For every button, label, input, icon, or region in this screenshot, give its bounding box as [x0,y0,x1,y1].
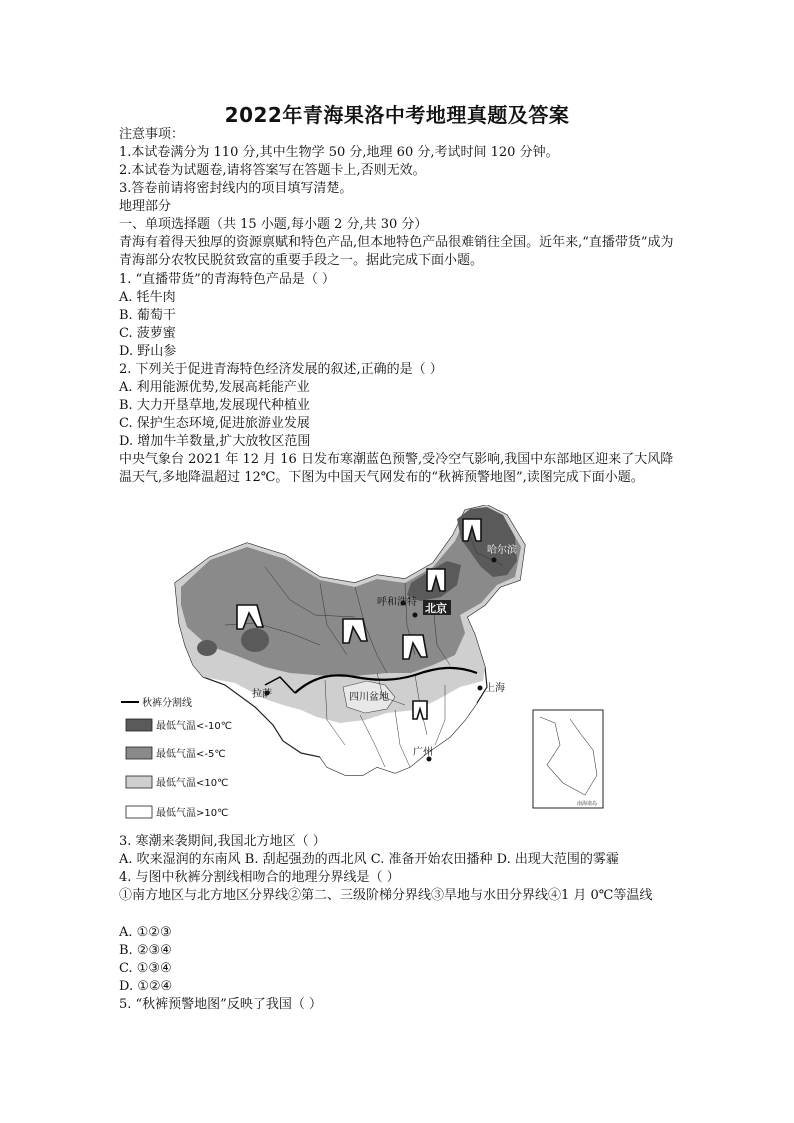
legend-label-2: 最低气温<-5℃ [156,749,226,760]
city-hohhot: 呼和浩特 [377,597,417,608]
q2-option-d: D. 增加牛羊数量,扩大放牧区范围 [119,434,311,449]
label-sichuan-basin: 四川盆地 [349,692,389,703]
legend-swatch-1 [126,719,152,731]
q1-option-b: B. 葡萄干 [119,308,176,323]
q4-option-c: C. ①③④ [119,961,172,976]
question-4: 4. 与图中秋裤分割线相吻合的地理分界线是（ ） [119,870,400,885]
legend-swatch-2 [126,747,152,759]
intro-paragraph-2: 中央气象台 2021 年 12 月 16 日发布寒潮蓝色预警,受冷空气影响,我国中东部地区迎来了大风降温天气,多地降温超过 12℃。下图为中国天气网发布的“秋裤预警地图”,读图完成下面小题。 [119,452,674,485]
city-harbin: 哈尔滨 [487,545,517,556]
question-1: 1. “直播带货”的青海特色产品是（ ） [119,272,335,287]
q1-option-c: C. 菠萝蜜 [119,326,176,341]
q1-option-d: D. 野山参 [119,344,177,359]
note-1: 1.本试卷满分为 110 分,其中生物学 50 分,地理 60 分,考试时间 120 分钟。 [119,145,559,160]
q2-option-a: A. 利用能源优势,发展高耗能产业 [119,380,310,395]
question-3: 3. 寒潮来袭期间,我国北方地区（ ） [119,834,326,849]
section-heading: 一、单项选择题（共 15 小题,每小题 2 分,共 30 分） [119,217,428,232]
cold-wave-map [115,505,685,827]
q4-option-d: D. ①②④ [119,979,173,994]
zone-darkest-tibet-2 [241,628,269,652]
q2-option-b: B. 大力开垦草地,发展现代种植业 [119,398,310,413]
city-guangzhou: 广州 [413,747,433,758]
legend-swatch-4 [126,806,152,818]
q2-option-c: C. 保护生态环境,促进旅游业发展 [119,416,310,431]
q4-option-a: A. ①②③ [119,925,172,940]
legend-swatch-3 [126,776,152,788]
zone-darkest-tibet-1 [197,640,217,656]
page-title: 2022年青海果洛中考地理真题及答案 [224,103,570,127]
city-shanghai: 上海 [485,683,505,694]
inset-label: 南海诸岛 [577,801,598,807]
legend-label-1: 最低气温<-10℃ [156,721,232,732]
city-lhasa: 拉萨 [252,689,272,700]
legend-label-4: 最低气温>10℃ [156,808,229,819]
city-beijing: 北京 [425,602,447,615]
legend-label-3: 最低气温<10℃ [156,778,229,789]
q1-option-a: A. 牦牛肉 [119,290,176,305]
question-5: 5. “秋裤预警地图”反映了我国（ ） [119,997,322,1012]
q4-stem: ①南方地区与北方地区分界线②第二、三级阶梯分界线③旱地与水田分界线④1 月 0℃等温线 [119,888,653,903]
notes-heading: 注意事项： [119,127,185,142]
q4-option-b: B. ②③④ [119,943,172,958]
part-heading: 地理部分 [119,199,172,214]
question-2: 2. 下列关于促进青海特色经济发展的叙述,正确的是（ ） [119,362,443,377]
map-legend [121,696,232,819]
note-3: 3.答卷前请将密封线内的项目填写清楚。 [119,181,353,196]
inset-box [533,710,603,808]
note-2: 2.本试卷为试题卷,请将答案写在答题卡上,否则无效。 [119,163,426,178]
legend-line-label: 秋裤分割线 [142,698,192,709]
intro-paragraph-1: 青海有着得天独厚的资源禀赋和特色产品,但本地特色产品很难销往全国。近年来,“直播带货”成为青海部分农牧民脱贫致富的重要手段之一。据此完成下面小题。 [119,235,674,268]
q3-options: A. 吹来湿润的东南风 B. 刮起强劲的西北风 C. 准备开始农田播种 D. 出现大范围的雾霾 [119,852,619,867]
